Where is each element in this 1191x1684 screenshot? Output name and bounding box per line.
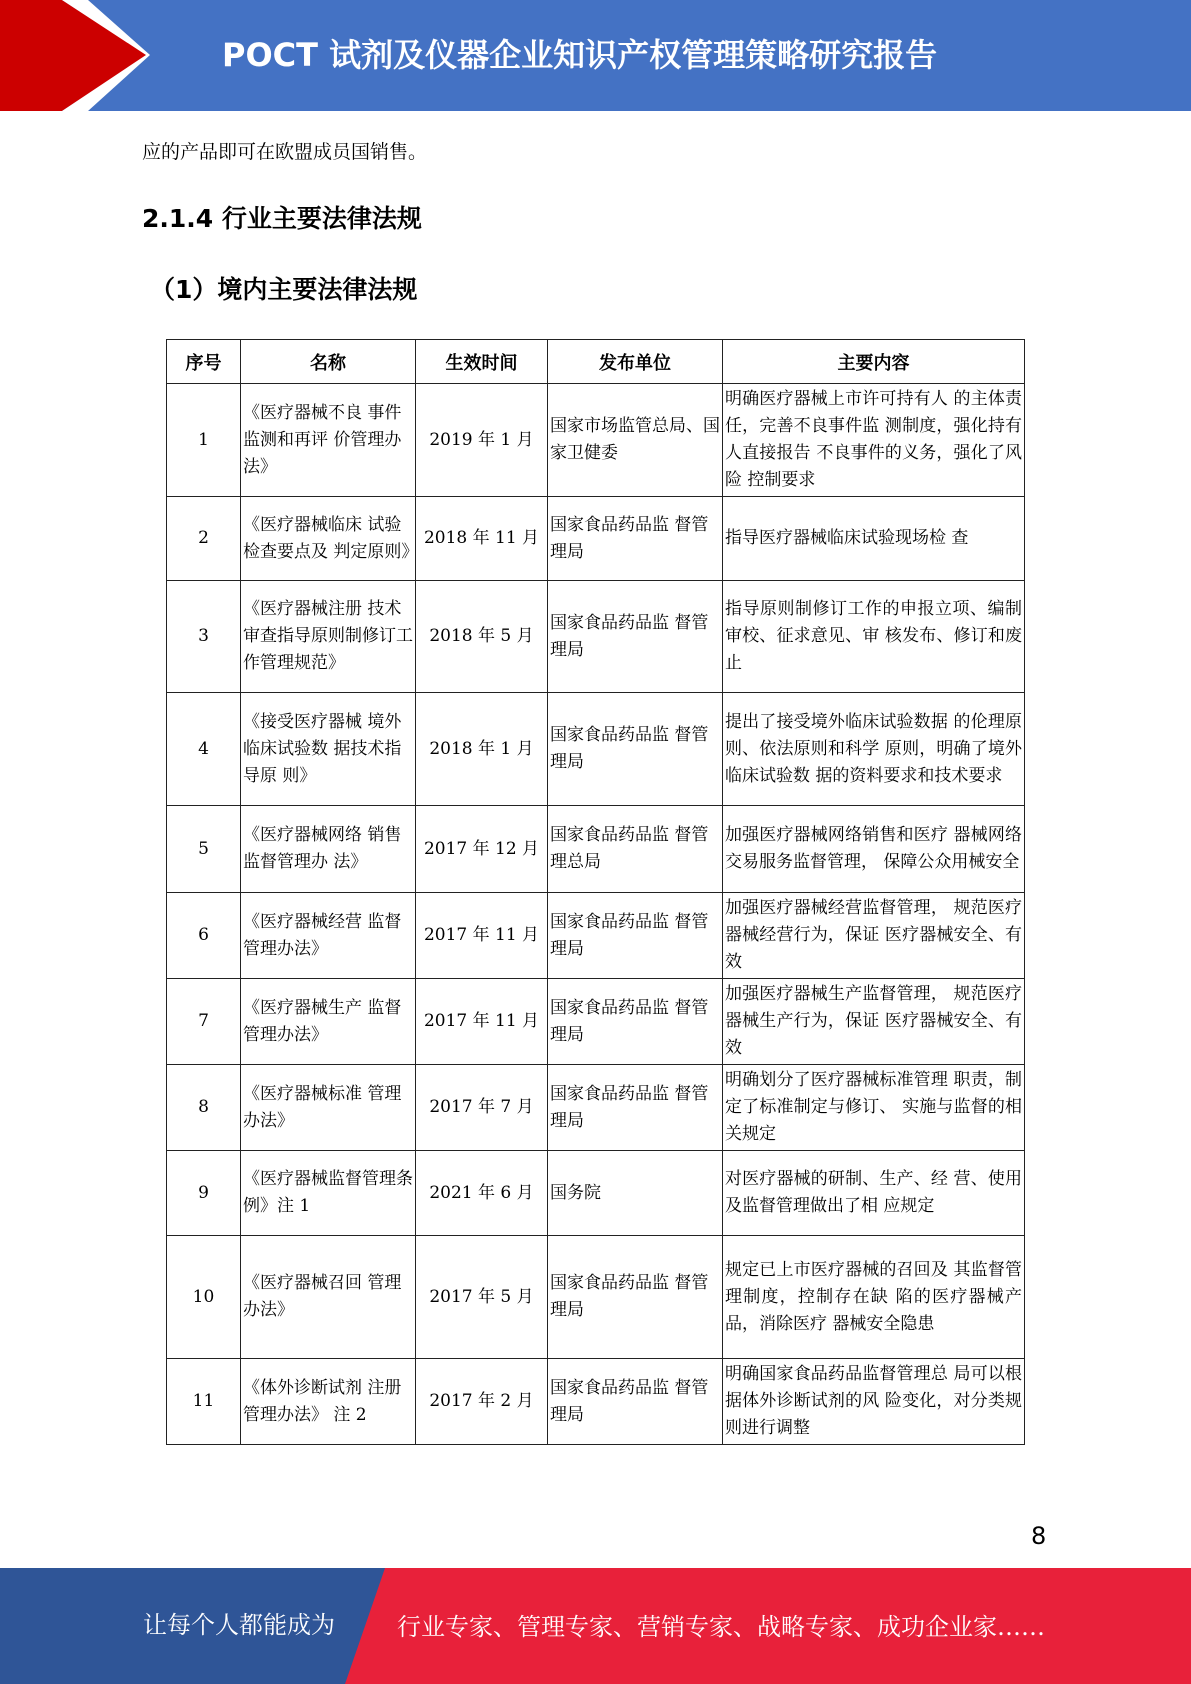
intro-paragraph: 应的产品即可在欧盟成员国销售。 [142,141,428,163]
table-row [167,497,1025,581]
row-no: 7 [167,979,241,1065]
row-org: 国家食品药品监 督管理局 [548,1236,723,1359]
table-row [167,384,1025,497]
subsection-heading: （1）境内主要法律法规 [150,275,418,304]
row-content: 加强医疗器械经营监督管理， 规范医疗器械经营行为，保证 医疗器械安全、有效 [723,893,1025,979]
row-org: 国务院 [548,1151,723,1236]
row-name: 《医疗器械监督管理条例》注 1 [241,1151,416,1236]
footer-slogan-left: 让每个人都能成为 [143,1611,335,1639]
footer-slogan-right: 行业专家、管理专家、营销专家、战略专家、成功企业家…… [397,1613,1045,1641]
row-org: 国家食品药品监 督管理总局 [548,806,723,893]
row-name: 《医疗器械不良 事件监测和再评 价管理办法》 [241,384,416,497]
row-name: 《体外诊断试剂 注册管理办法》 注 2 [241,1359,416,1445]
row-org: 国家食品药品监 督管理局 [548,979,723,1065]
table-row [167,1359,1025,1445]
row-date: 2017 年 2 月 [416,1359,548,1445]
row-no: 3 [167,581,241,693]
row-date: 2017 年 11 月 [416,979,548,1065]
table-row [167,1065,1025,1151]
header-content: 主要内容 [723,340,1025,384]
row-date: 2017 年 12 月 [416,806,548,893]
row-org: 国家食品药品监 督管理局 [548,693,723,806]
row-no: 2 [167,497,241,581]
row-name: 《医疗器械注册 技术审查指导原则制修订工作管理规范》 [241,581,416,693]
table-row [167,1236,1025,1359]
regulations-table [166,339,1025,1445]
row-content: 指导医疗器械临床试验现场检 查 [723,497,1025,581]
table-header-row [167,340,1025,384]
page-header [0,0,1191,111]
table-row [167,893,1025,979]
row-name: 《医疗器械生产 监督管理办法》 [241,979,416,1065]
row-date: 2018 年 11 月 [416,497,548,581]
row-name: 《接受医疗器械 境外临床试验数 据技术指导原 则》 [241,693,416,806]
row-org: 国家食品药品监 督管理局 [548,497,723,581]
row-no: 4 [167,693,241,806]
row-content: 明确划分了医疗器械标准管理 职责，制定了标准制定与修订、 实施与监督的相关规定 [723,1065,1025,1151]
header-org: 发布单位 [548,340,723,384]
row-name: 《医疗器械经营 监督管理办法》 [241,893,416,979]
row-content: 提出了接受境外临床试验数据 的伦理原则、依法原则和科学 原则，明确了境外临床试验数 据的资料要求和技术要求 [723,693,1025,806]
row-date: 2018 年 1 月 [416,693,548,806]
report-title: POCT 试剂及仪器企业知识产权管理策略研究报告 [222,36,938,74]
row-no: 8 [167,1065,241,1151]
table-row [167,806,1025,893]
row-content: 对医疗器械的研制、生产、经 营、使用及监督管理做出了相 应规定 [723,1151,1025,1236]
row-name: 《医疗器械临床 试验检查要点及 判定原则》 [241,497,416,581]
row-date: 2018 年 5 月 [416,581,548,693]
row-org: 国家食品药品监 督管理局 [548,581,723,693]
row-name: 《医疗器械召回 管理办法》 [241,1236,416,1359]
row-name: 《医疗器械网络 销售监督管理办 法》 [241,806,416,893]
row-content: 指导原则制修订工作的申报立项、编制审校、征求意见、审 核发布、修订和废止 [723,581,1025,693]
row-content: 明确医疗器械上市许可持有人 的主体责任，完善不良事件监 测制度，强化持有人直接报告 不良事件的义务，强化了风险 控制要求 [723,384,1025,497]
row-no: 11 [167,1359,241,1445]
table-row [167,581,1025,693]
row-date: 2017 年 7 月 [416,1065,548,1151]
row-date: 2017 年 11 月 [416,893,548,979]
page-footer [0,1568,1191,1684]
row-no: 1 [167,384,241,497]
table-row [167,1151,1025,1236]
section-heading: 2.1.4 行业主要法律法规 [142,204,422,233]
row-no: 6 [167,893,241,979]
row-org: 国家食品药品监 督管理局 [548,893,723,979]
row-content: 加强医疗器械网络销售和医疗 器械网络交易服务监督管理， 保障公众用械安全 [723,806,1025,893]
row-org: 国家市场监管总局、国家卫健委 [548,384,723,497]
row-no: 5 [167,806,241,893]
row-org: 国家食品药品监 督管理局 [548,1359,723,1445]
page-number: 8 [1031,1522,1047,1550]
header-date: 生效时间 [416,340,548,384]
row-date: 2017 年 5 月 [416,1236,548,1359]
header-no: 序号 [167,340,241,384]
row-date: 2019 年 1 月 [416,384,548,497]
row-no: 9 [167,1151,241,1236]
table-row [167,693,1025,806]
table-row [167,979,1025,1065]
row-name: 《医疗器械标准 管理办法》 [241,1065,416,1151]
row-date: 2021 年 6 月 [416,1151,548,1236]
header-name: 名称 [241,340,416,384]
row-org: 国家食品药品监 督管理局 [548,1065,723,1151]
row-content: 加强医疗器械生产监督管理， 规范医疗器械生产行为，保证 医疗器械安全、有效 [723,979,1025,1065]
row-content: 明确国家食品药品监督管理总 局可以根据体外诊断试剂的风 险变化，对分类规则进行调整 [723,1359,1025,1445]
row-content: 规定已上市医疗器械的召回及 其监督管理制度，控制存在缺 陷的医疗器械产品，消除医疗 器械安全隐患 [723,1236,1025,1359]
row-no: 10 [167,1236,241,1359]
